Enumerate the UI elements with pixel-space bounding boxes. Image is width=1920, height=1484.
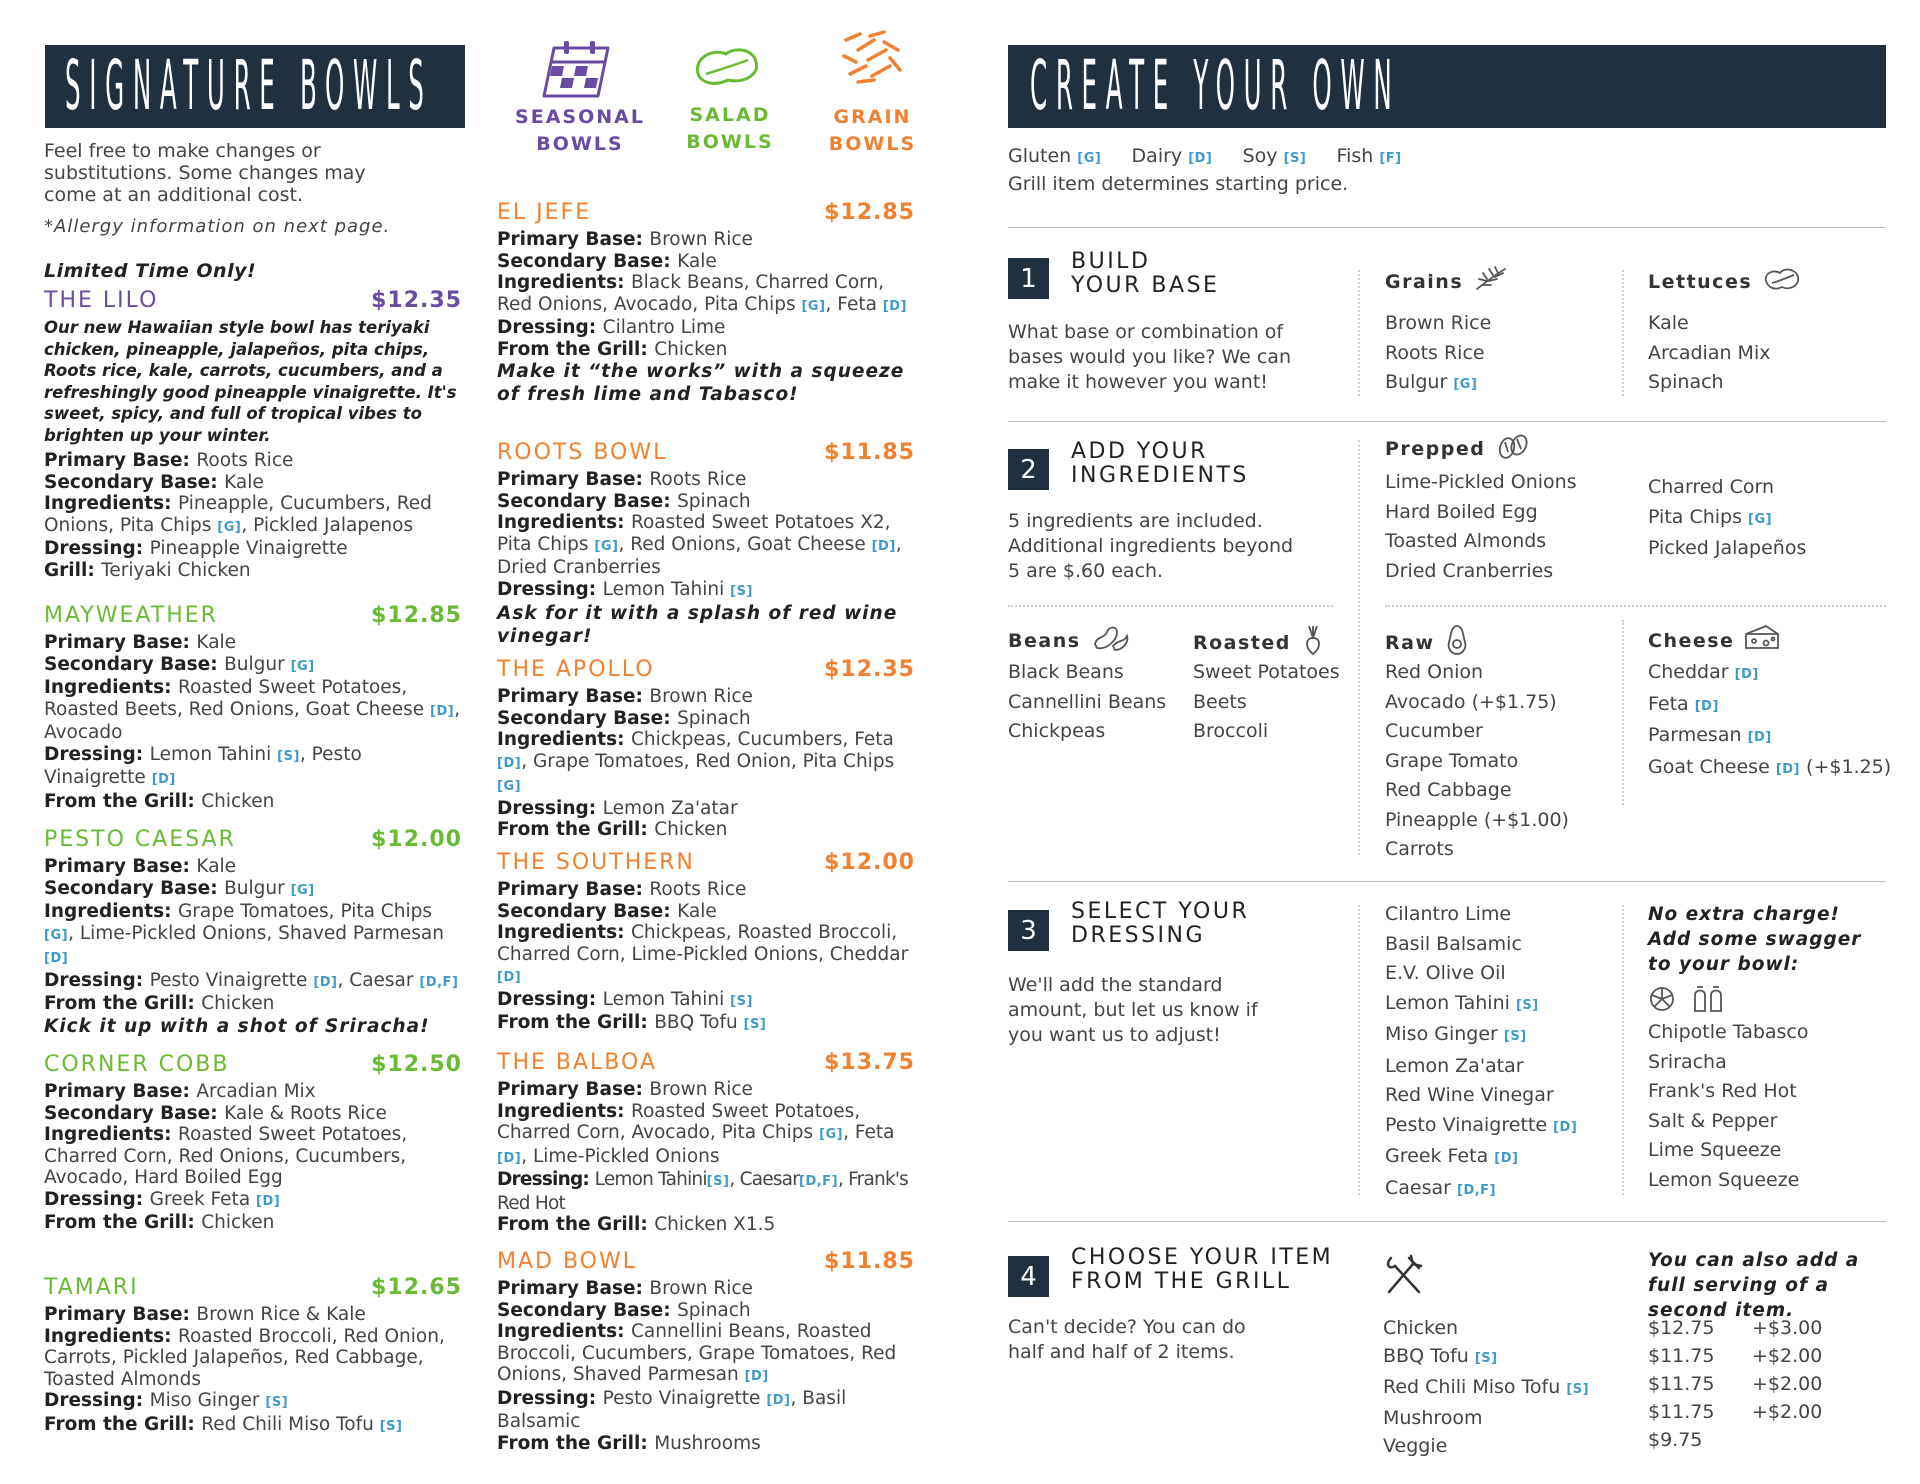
swagger-note: No extra charge! Add some swagger to your bowl: [1648,904,1862,975]
divider [1008,1221,1886,1222]
prepped-list-b: Charred Corn Pita Chips [G] Picked Jalapeños [1648,476,1807,559]
lettuces-heading: Lettuces [1648,265,1802,298]
step-3-title: SELECT YOUR DRESSING [1071,899,1250,948]
divider [1008,227,1886,228]
bowl-mad-bowl: MAD BOWL $11.85 Primary Base: Brown Rice Secondary Base: Spinach Ingredients: Cannellini Beans, Roasted Broccoli, Cucumbers, Grape Tomatoes, Red Onions, Shaved Parmesan [D] Dressing: Pesto Vinaigrette [D], Basil Balsamic From the Grill: Mushrooms [497,1249,915,1454]
almond-icon [1495,432,1531,465]
avocado-icon [1445,624,1469,661]
grill-price-note: Grill item determines starting price. [1008,173,1349,195]
dotted-divider [1622,270,1624,396]
bowl-the-southern: THE SOUTHERN $12.00 Primary Base: Roots Rice Secondary Base: Kale Ingredients: Chickpeas, Roasted Broccoli, Charred Corn, Lime-Pickled Onions, Cheddar [D] Dressing: Lemon Tahini [S] From the Grill: BBQ Tofu [S] [497,850,915,1033]
second-item-note: You can also add a full serving of a second item. [1648,1250,1860,1321]
grain-icon [840,30,904,90]
bowl-name: ROOTS BOWL [497,440,668,465]
dotted-divider [1008,605,1333,607]
bowl-corner-cobb: CORNER COBB $12.50 Primary Base: Arcadian Mix Secondary Base: Kale & Roots Rice Ingredients: Roasted Sweet Potatoes, Charred Corn, Red Onions, Cucumbers, Avocado, Hard Boiled Egg Dressing: Greek Feta [D] From the Grill: Chicken [44,1052,462,1233]
bowl-name: THE LILO [44,288,159,313]
divider [1008,881,1886,882]
bowl-name: PESTO CAESAR [44,827,236,852]
roasted-heading: Roasted [1193,624,1325,661]
category-salad: SALAD BOWLS [686,104,774,153]
bowl-tip: Make it “the works” with a squeeze of fresh lime and Tabasco! [497,361,905,405]
grains-heading: Grains [1385,265,1509,298]
bowl-price: $12.50 [371,1052,462,1077]
bowl-tamari: TAMARI $12.65 Primary Base: Brown Rice & Kale Ingredients: Roasted Broccoli, Red Onion, Carrots, Pickled Jalapeños, Red Cabbage, Toasted Almonds Dressing: Miso Ginger [S] From the Grill: Red Chili Miso Tofu [S] [44,1275,462,1435]
dotted-divider [1358,440,1360,855]
divider [1008,421,1886,422]
bowl-the-apollo: THE APOLLO $12.35 Primary Base: Brown Rice Secondary Base: Spinach Ingredients: Chickpeas, Cucumbers, Feta [D], Grape Tomatoes, Red Onion, Pita Chips [G] Dressing: Lemon Za'atar From the Grill: Chicken [497,657,915,840]
lettuces-list: Kale Arcadian Mix Spinach [1648,312,1771,393]
condiment-icons [1648,983,1726,1017]
bowl-name: MAD BOWL [497,1249,637,1274]
step-3-description: We'll add the standard amount, but let us know if you want us to adjust! [1008,974,1258,1046]
bowl-pesto-caesar: PESTO CAESAR $12.00 Primary Base: Kale Secondary Base: Bulgur [G] Ingredients: Grape Tomatoes, Pita Chips [G], Lime-Pickled Onions, Shaved Parmesan [D] Dressing: Pesto Vinaigrette [D], Caesar [D,F] From the Grill: Chicken Kick it up with a shot of Sriracha! [44,827,462,1037]
beans-heading: Beans [1008,624,1131,657]
cheese-heading: Cheese [1648,624,1780,657]
calendar-icon [540,38,612,106]
bowl-el-jefe: EL JEFE $12.85 Primary Base: Brown Rice Secondary Base: Kale Ingredients: Black Beans, Charred Corn, Red Onions, Avocado, Pita Chips [G], Feta [D] Dressing: Cilantro Lime From the Grill: Chicken Make it “the works” with a squeeze of fresh lime and Tabasco! [497,200,915,405]
beet-icon [1301,624,1325,661]
bowl-price: $12.35 [824,657,915,682]
second-item-prices-list: +$3.00 +$2.00 +$2.00 +$2.00 [1752,1317,1823,1423]
grill-prices-list: $12.75 $11.75 $11.75 $11.75 $9.75 [1648,1317,1715,1451]
bowl-roots-bowl: ROOTS BOWL $11.85 Primary Base: Roots Rice Secondary Base: Spinach Ingredients: Roasted Sweet Potatoes X2, Pita Chips [G], Red Onions, Goat Cheese [D], Dried Cranberries Dressing: Lemon Tahini [S] Ask for it with a splash of red wine vinegar! [497,440,915,647]
bowl-price: $12.00 [371,827,462,852]
bowl-name: THE APOLLO [497,657,655,682]
bowl-name: THE SOUTHERN [497,850,695,875]
bowl-name: CORNER COBB [44,1052,230,1077]
grain-icon [1473,265,1509,298]
bowl-price: $12.85 [824,200,915,225]
prepped-heading: Prepped [1385,432,1531,465]
limited-time-label: Limited Time Only! [44,260,257,282]
cheese-list: Cheddar [D] Feta [D] Parmesan [D] Goat Cheese [D] (+$1.25) [1648,661,1892,778]
bowl-mayweather: MAYWEATHER $12.85 Primary Base: Kale Secondary Base: Bulgur [G] Ingredients: Roasted Sweet Potatoes, Roasted Beets, Red Onions, Goat Cheese [D], Avocado Dressing: Lemon Tahini [S], Pesto Vinaigrette [D] From the Grill: Chicken [44,603,462,812]
create-your-own-banner [1008,45,1886,128]
signature-bowls-banner [45,45,465,128]
step-4-description: Can't decide? You can do half and half of 2 items. [1008,1316,1246,1363]
dotted-divider [1385,605,1886,607]
beans-list: Black Beans Cannellini Beans Chickpeas [1008,661,1167,742]
allergen-legend: Gluten [G] Dairy [D] Soy [S] Fish [F] [1008,145,1402,167]
raw-heading: Raw [1385,624,1469,661]
step-2-number: 2 [1008,449,1049,490]
bowl-price: $12.85 [371,603,462,628]
extras-list: Chipotle Tabasco Sriracha Frank's Red Hot Salt & Pepper Lime Squeeze Lemon Squeeze [1648,1021,1809,1191]
bowl-price: $11.85 [824,440,915,465]
step-1-title: BUILD YOUR BASE [1071,249,1220,298]
grill-items-list: Chicken BBQ Tofu [S] Red Chili Miso Tofu [S] Mushroom Veggie [1383,1317,1590,1457]
bowl-name: TAMARI [44,1275,139,1300]
dotted-divider [1358,905,1360,1195]
raw-list: Red Onion Avocado (+$1.75) Cucumber Grape Tomato Red Cabbage Pineapple (+$1.00) Carrots [1385,661,1569,860]
bean-icon [1091,624,1131,657]
bowl-the-lilo: THE LILO $12.35 Our new Hawaiian style bowl has teriyaki chicken, pineapple, jalapeños, pita chips, Roots rice, kale, carrots, cucumbers, and a refreshingly good pineapple vinaigrette. It's sweet, spicy, and full of tropical vibes to brighten up your winter. Primary Base: Roots Rice Secondary Base: Kale Ingredients: Pineapple, Cucumbers, Red Onions, Pita Chips [G], Pickled Jalapenos Dressing: Pineapple Vinaigrette Grill: Teriyaki Chicken [44,288,462,581]
step-4-title: CHOOSE YOUR ITEM FROM THE GRILL [1071,1245,1334,1294]
bowl-description: Our new Hawaiian style bowl has teriyaki chicken, pineapple, jalapeños, pita chips, Roots rice, kale, carrots, cucumbers, and a refreshingly good pineapple vinaigrette. It's sweet, spicy, and full of tropical vibes to brighten up your winter. [44,318,457,445]
step-2-title: ADD YOUR INGREDIENTS [1071,439,1249,488]
bowl-price: $12.65 [371,1275,462,1300]
step-3-number: 3 [1008,910,1049,951]
create-your-own-title: CREATE YOUR OWN [1030,46,1401,127]
intro-text: Feel free to make changes or substitutions. Some changes may come at an additional cost. [44,140,366,206]
signature-bowls-title: SIGNATURE BOWLS [65,46,433,127]
salt-pepper-icon [1690,983,1726,1017]
bowl-the-balboa: THE BALBOA $13.75 Primary Base: Brown Rice Ingredients: Roasted Sweet Potatoes, Charred Corn, Avocado, Pita Chips [G], Feta [D], Lime-Pickled Onions Dressing: Lemon Tahini[S], Caesar[D,F], Frank's Red Hot From the Grill: Chicken X1.5 [497,1050,915,1235]
dotted-divider [1622,620,1624,805]
bowl-price: $13.75 [824,1050,915,1075]
step-1-number: 1 [1008,258,1049,299]
dressings-list: Cilantro Lime Basil Balsamic E.V. Olive Oil Lemon Tahini [S] Miso Ginger [S] Lemon Za'atar Red Wine Vinegar Pesto Vinaigrette [D] Greek Feta [D] Caesar [D,F] [1385,903,1578,1199]
bowl-price: $12.00 [824,850,915,875]
bowl-price: $12.35 [371,288,462,313]
lettuce-icon [1762,265,1802,298]
category-grain: GRAIN BOWLS [828,106,917,155]
dotted-divider [1622,905,1624,1195]
utensils-icon [1383,1254,1425,1300]
dotted-divider [1358,270,1360,396]
cheese-icon [1744,624,1780,657]
grains-list: Brown Rice Roots Rice Bulgur [G] [1385,312,1492,393]
roasted-list: Sweet Potatoes Beets Broccoli [1193,661,1340,742]
bowl-name: MAYWEATHER [44,603,218,628]
step-4-number: 4 [1008,1256,1049,1297]
step-1-description: What base or combination of bases would you like? We can make it however you want! [1008,321,1291,393]
step-2-description: 5 ingredients are included. Additional ingredients beyond 5 are $.60 each. [1008,510,1294,582]
allergy-note: *Allergy information on next page. [44,216,391,237]
citrus-icon [1648,983,1678,1017]
bowl-tip: Ask for it with a splash of red wine vinegar! [497,603,898,647]
bowl-name: EL JEFE [497,200,592,225]
bowl-tip: Kick it up with a shot of Sriracha! [44,1015,430,1037]
bowl-name: THE BALBOA [497,1050,657,1075]
prepped-list-a: Lime-Pickled Onions Hard Boiled Egg Toasted Almonds Dried Cranberries [1385,471,1577,582]
leaf-icon [692,44,762,92]
bowl-price: $11.85 [824,1249,915,1274]
category-seasonal: SEASONAL BOWLS [515,106,645,155]
